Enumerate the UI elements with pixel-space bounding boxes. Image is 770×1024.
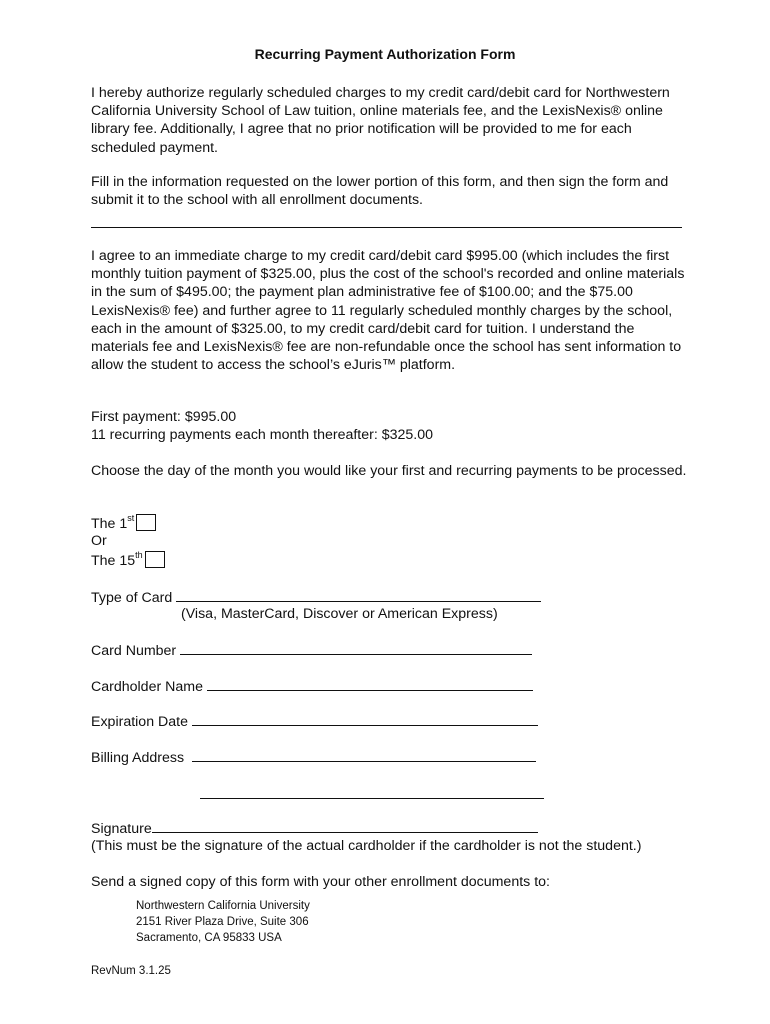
choose-day-text: Choose the day of the month you would like your first and recurring payments to be processed. [91, 463, 687, 479]
instructions-paragraph: Fill in the information requested on the lower portion of this form, and then sign the form and submit it to the school with all enrollment documents. [91, 174, 669, 209]
day-option-15th-label: The 15th [91, 550, 143, 569]
recurring-payments: 11 recurring payments each month thereafter: $325.00 [91, 427, 434, 444]
day-option-15th [91, 551, 165, 570]
expiration-field[interactable] [192, 712, 538, 726]
cardholder-name-label: Cardholder Name [91, 679, 203, 695]
signature-field[interactable] [152, 819, 538, 833]
card-type-hint: (Visa, MasterCard, Discover or American Express) [181, 606, 498, 622]
card-number-row [91, 641, 532, 660]
billing-address-field-2[interactable] [200, 785, 544, 799]
expiration-row [91, 712, 538, 731]
divider-line [91, 227, 682, 228]
day-option-1st-label: The 1st [91, 513, 135, 532]
revision-number: RevNum 3.1.25 [91, 965, 171, 977]
billing-address-row [91, 748, 536, 767]
authorization-paragraph: I hereby authorize regularly scheduled charges to my credit card/debit card for Northwestern California University School of Law tuition, online materials fee, and the LexisNexis® online library fee. Additionally, I agree that no prior notification will be provided to me for each scheduled payment. [91, 85, 670, 156]
expiration-label: Expiration Date [91, 714, 188, 730]
signature-row [91, 819, 538, 838]
signature-label: Signature [91, 821, 152, 837]
cardholder-name-row [91, 677, 533, 696]
card-type-label: Type of Card [91, 590, 173, 606]
address-line-1: Northwestern California University [136, 900, 310, 912]
form-title: Recurring Payment Authorization Form [254, 46, 516, 62]
mailing-address [136, 898, 310, 946]
send-to-text: Send a signed copy of this form with your other enrollment documents to: [91, 874, 550, 890]
agreement-paragraph: I agree to an immediate charge to my credit card/debit card $995.00 (which includes the first monthly tuition payment of $325.00, plus the cost of the school's recorded and online materials in the sum of $495.00; the payment plan administrative fee of $100.00; and the $75.00 LexisNexis® fee) and further agree to 11 regularly scheduled monthly charges by the school, each in the amount of $325.00, to my credit card/debit card for tuition. I understand the materials fee and LexisNexis® fee are non-refundable once the school has sent information to allow the student to access the school’s eJuris™ platform. [91, 248, 685, 374]
card-number-label: Card Number [91, 643, 177, 659]
day-1st-checkbox[interactable] [136, 514, 156, 531]
signature-note: (This must be the signature of the actual cardholder if the cardholder is not the student.) [91, 838, 642, 854]
or-label: Or [91, 533, 107, 549]
payment-summary [91, 408, 691, 444]
billing-address-line-2 [200, 785, 544, 804]
card-number-field[interactable] [180, 641, 532, 655]
day-option-1st [91, 514, 156, 533]
day-15th-checkbox[interactable] [145, 551, 165, 568]
cardholder-name-field[interactable] [207, 677, 533, 691]
address-line-2: 2151 River Plaza Drive, Suite 306 [136, 916, 309, 928]
billing-address-label: Billing Address [91, 750, 185, 766]
billing-address-field-1[interactable] [192, 748, 536, 762]
card-type-field[interactable] [176, 588, 541, 602]
first-payment: First payment: $995.00 [91, 409, 237, 425]
address-line-3: Sacramento, CA 95833 USA [136, 932, 282, 944]
